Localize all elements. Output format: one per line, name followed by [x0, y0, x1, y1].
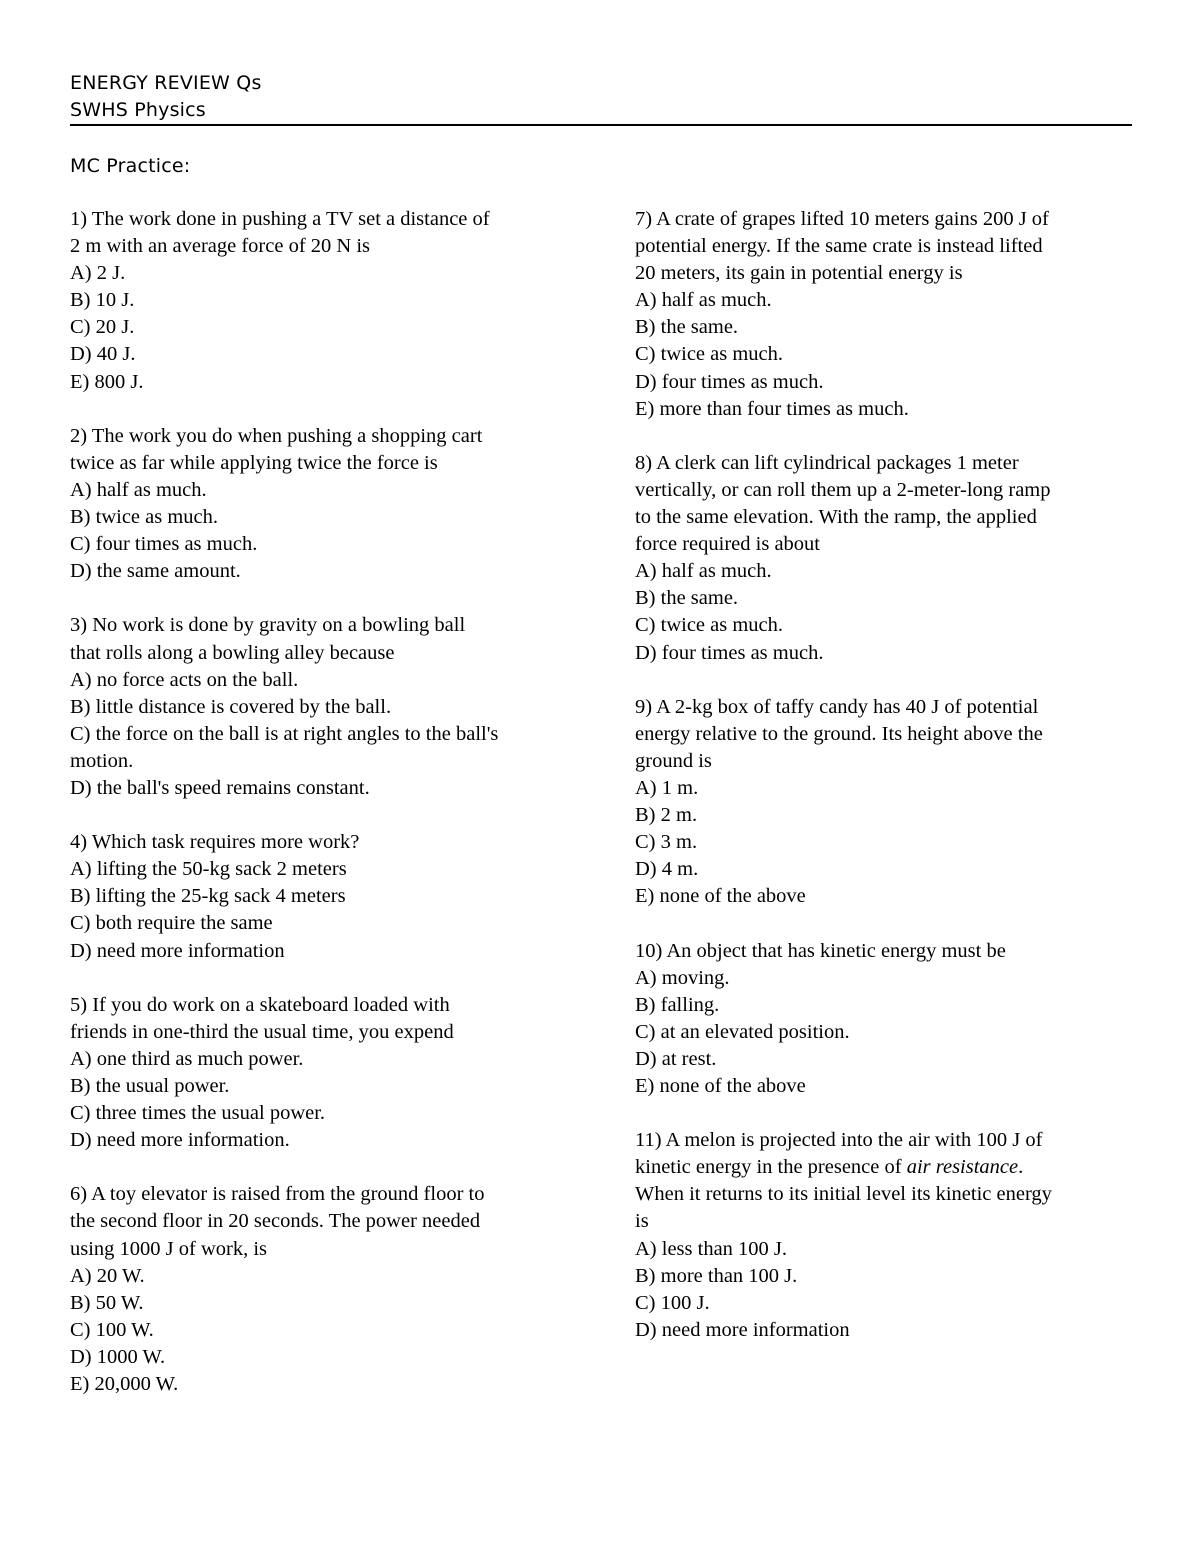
- answer-option: B) little distance is covered by the ball.: [70, 695, 392, 718]
- answer-option: A) moving.: [635, 966, 730, 989]
- stem-text: kinetic energy in the presence of: [635, 1156, 907, 1179]
- question-5: [70, 992, 570, 1155]
- answer-option: E) none of the above: [635, 1075, 806, 1097]
- answer-option: D) 1000 W.: [70, 1345, 166, 1368]
- answer-option: D) the same amount.: [70, 560, 241, 583]
- answer-option: D) 4 m.: [635, 858, 699, 881]
- question-stem-line: 7) A crate of grapes lifted 10 meters gains 200 J of: [635, 208, 1049, 230]
- question-8: [635, 450, 1135, 667]
- question-stem-line: 11) A melon is projected into the air with 100 J of: [635, 1129, 1043, 1152]
- answer-option: C) twice as much.: [635, 614, 784, 637]
- answer-option: B) the usual power.: [70, 1075, 230, 1097]
- stem-text: .: [1018, 1156, 1024, 1179]
- answer-option: D) need more information: [70, 939, 285, 962]
- question-9: [635, 694, 1135, 911]
- answer-option: A) 20 W.: [70, 1264, 145, 1287]
- left-column: [70, 206, 570, 1425]
- answer-option: C) 100 J.: [635, 1291, 710, 1314]
- answer-option: B) falling.: [635, 993, 720, 1016]
- question-stem-line: 20 meters, its gain in potential energy is: [635, 262, 963, 285]
- question-stem-line: 10) An object that has kinetic energy must be: [635, 939, 1006, 962]
- question-stem-line: that rolls along a bowling alley because: [70, 641, 395, 664]
- answer-option: E) 800 J.: [70, 370, 144, 393]
- question-stem-line: using 1000 J of work, is: [70, 1237, 268, 1260]
- answer-option: A) half as much.: [70, 478, 207, 501]
- document-title: ENERGY REVIEW Qs: [70, 72, 262, 94]
- answer-option-continuation: motion.: [70, 749, 134, 772]
- answer-option: C) 100 W.: [70, 1318, 154, 1341]
- question-1: [70, 206, 570, 396]
- question-4: [70, 829, 570, 964]
- answer-option: C) both require the same: [70, 912, 273, 935]
- question-stem-line: When it returns to its initial level its kinetic energy: [635, 1183, 1052, 1206]
- question-6: [70, 1181, 570, 1398]
- header-rule: [70, 124, 1132, 126]
- answer-option: C) at an elevated position.: [635, 1020, 850, 1043]
- answer-option: D) four times as much.: [635, 641, 824, 664]
- right-column: [635, 206, 1135, 1371]
- answer-option: E) more than four times as much.: [635, 397, 909, 420]
- answer-option: C) 20 J.: [70, 316, 135, 339]
- answer-option: A) half as much.: [635, 289, 772, 312]
- answer-option: C) four times as much.: [70, 533, 258, 556]
- question-stem-line: 5) If you do work on a skateboard loaded with: [70, 993, 450, 1016]
- answer-option: A) no force acts on the ball.: [70, 668, 299, 691]
- section-label: MC Practice:: [70, 155, 191, 177]
- question-stem-line: 6) A toy elevator is raised from the ground floor to: [70, 1183, 485, 1206]
- answer-option: B) the same.: [635, 316, 739, 339]
- question-stem-line: force required is about: [635, 533, 820, 556]
- question-stem-line: vertically, or can roll them up a 2-meter-long ramp: [635, 478, 1051, 501]
- answer-option: B) twice as much.: [70, 506, 219, 529]
- question-stem-line: 3) No work is done by gravity on a bowling ball: [70, 614, 466, 637]
- answer-option: D) 40 J.: [70, 343, 136, 366]
- question-11: [635, 1127, 1135, 1344]
- question-stem-line: potential energy. If the same crate is instead lifted: [635, 235, 1043, 258]
- answer-option: C) twice as much.: [635, 343, 784, 366]
- answer-option: A) half as much.: [635, 560, 772, 583]
- document-subtitle: SWHS Physics: [70, 99, 206, 121]
- emphasized-term: air resistance: [906, 1156, 1019, 1179]
- answer-option: A) 2 J.: [70, 262, 126, 285]
- answer-option: B) lifting the 25-kg sack 4 meters: [70, 885, 346, 908]
- answer-option: C) 3 m.: [635, 831, 698, 854]
- answer-option: E) none of the above: [635, 885, 806, 908]
- answer-option: D) the ball's speed remains constant.: [70, 776, 370, 799]
- answer-option: B) 10 J.: [70, 289, 135, 312]
- answer-option: C) three times the usual power.: [70, 1102, 326, 1125]
- question-10: [635, 938, 1135, 1101]
- answer-option: A) 1 m.: [635, 776, 699, 799]
- question-stem-line: 9) A 2-kg box of taffy candy has 40 J of potential: [635, 695, 1039, 718]
- answer-option: B) 50 W.: [70, 1291, 144, 1314]
- answer-option: B) more than 100 J.: [635, 1264, 798, 1287]
- answer-option: A) less than 100 J.: [635, 1237, 788, 1260]
- question-stem-line: ground is: [635, 749, 712, 772]
- question-stem-line: 2 m with an average force of 20 N is: [70, 235, 370, 258]
- answer-option: A) one third as much power.: [70, 1047, 304, 1070]
- document-header: [70, 70, 1132, 124]
- answer-option: D) need more information: [635, 1318, 850, 1341]
- answer-option: D) at rest.: [635, 1047, 717, 1070]
- question-stem-line: is: [635, 1210, 649, 1233]
- question-7: [635, 206, 1135, 423]
- question-stem-line: 1) The work done in pushing a TV set a distance of: [70, 208, 490, 230]
- answer-option: B) 2 m.: [635, 804, 698, 827]
- question-stem-line: friends in one-third the usual time, you expend: [70, 1020, 454, 1043]
- question-3: [70, 612, 570, 802]
- answer-option: B) the same.: [635, 587, 739, 610]
- question-stem-line: the second floor in 20 seconds. The power needed: [70, 1210, 481, 1233]
- question-stem-line: [635, 1154, 1135, 1181]
- answer-option: E) 20,000 W.: [70, 1373, 179, 1396]
- question-2: [70, 423, 570, 586]
- question-stem-line: 4) Which task requires more work?: [70, 831, 360, 854]
- answer-option: C) the force on the ball is at right angles to the ball's: [70, 722, 499, 745]
- question-stem-line: to the same elevation. With the ramp, the applied: [635, 506, 1037, 529]
- answer-option: A) lifting the 50-kg sack 2 meters: [70, 858, 347, 881]
- question-stem-line: 2) The work you do when pushing a shopping cart: [70, 424, 483, 447]
- answer-option: D) need more information.: [70, 1129, 290, 1152]
- answer-option: D) four times as much.: [635, 370, 824, 393]
- question-stem-line: 8) A clerk can lift cylindrical packages 1 meter: [635, 451, 1019, 474]
- question-stem-line: energy relative to the ground. Its height above the: [635, 722, 1043, 745]
- question-stem-line: twice as far while applying twice the force is: [70, 451, 438, 474]
